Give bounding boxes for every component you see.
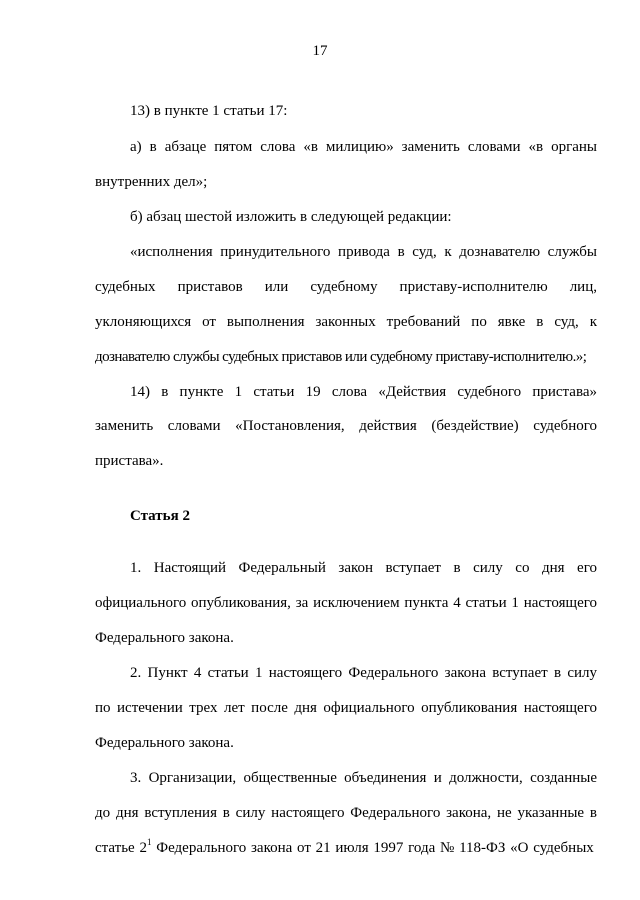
paragraph-line: внутренних дел»;: [95, 174, 208, 190]
paragraph-line: Федерального закона.: [95, 630, 234, 646]
paragraph-line: до дня вступления в силу настоящего Федерального закона, не указанные в: [95, 805, 597, 821]
page-number: 17: [312, 43, 328, 59]
paragraph-line: а) в абзаце пятом слова «в милицию» заменить словами «в органы: [130, 139, 597, 155]
paragraph-line: 3. Организации, общественные объединения и должности, созданные: [130, 770, 597, 786]
text-fragment: статье 2: [95, 840, 147, 856]
text-fragment: Федерального закона от 21 июля 1997 года № 118-ФЗ «О судебных: [151, 840, 594, 856]
paragraph-line: заменить словами «Постановления, действия (бездействие) судебного: [95, 418, 597, 434]
paragraph-line: 1. Настоящий Федеральный закон вступает в силу со дня его: [130, 560, 597, 576]
paragraph-line: пристава».: [95, 453, 164, 469]
paragraph-line: «исполнения принудительного привода в суд, к дознавателю службы: [130, 244, 597, 260]
paragraph-line: 13) в пункте 1 статьи 17:: [130, 103, 288, 119]
paragraph-line: 14) в пункте 1 статьи 19 слова «Действия судебного пристава»: [130, 384, 597, 400]
paragraph-line: б) абзац шестой изложить в следующей редакции:: [130, 209, 452, 225]
paragraph-line: дознавателю службы судебных приставов или судебному приставу-исполнителю.»;: [95, 349, 587, 365]
paragraph-line: по истечении трех лет после дня официального опубликования настоящего: [95, 700, 597, 716]
paragraph-line: Федерального закона.: [95, 735, 234, 751]
paragraph-line: [95, 838, 597, 858]
article-heading: Статья 2: [130, 508, 190, 524]
paragraph-line: судебных приставов или судебному приставу-исполнителю лиц,: [95, 279, 597, 295]
superscript: 1: [146, 837, 152, 847]
paragraph-line: уклоняющихся от выполнения законных требований по явке в суд, к: [95, 314, 597, 330]
paragraph-line: 2. Пункт 4 статьи 1 настоящего Федерального закона вступает в силу: [130, 665, 597, 681]
paragraph-line: официального опубликования, за исключением пункта 4 статьи 1 настоящего: [95, 595, 597, 611]
